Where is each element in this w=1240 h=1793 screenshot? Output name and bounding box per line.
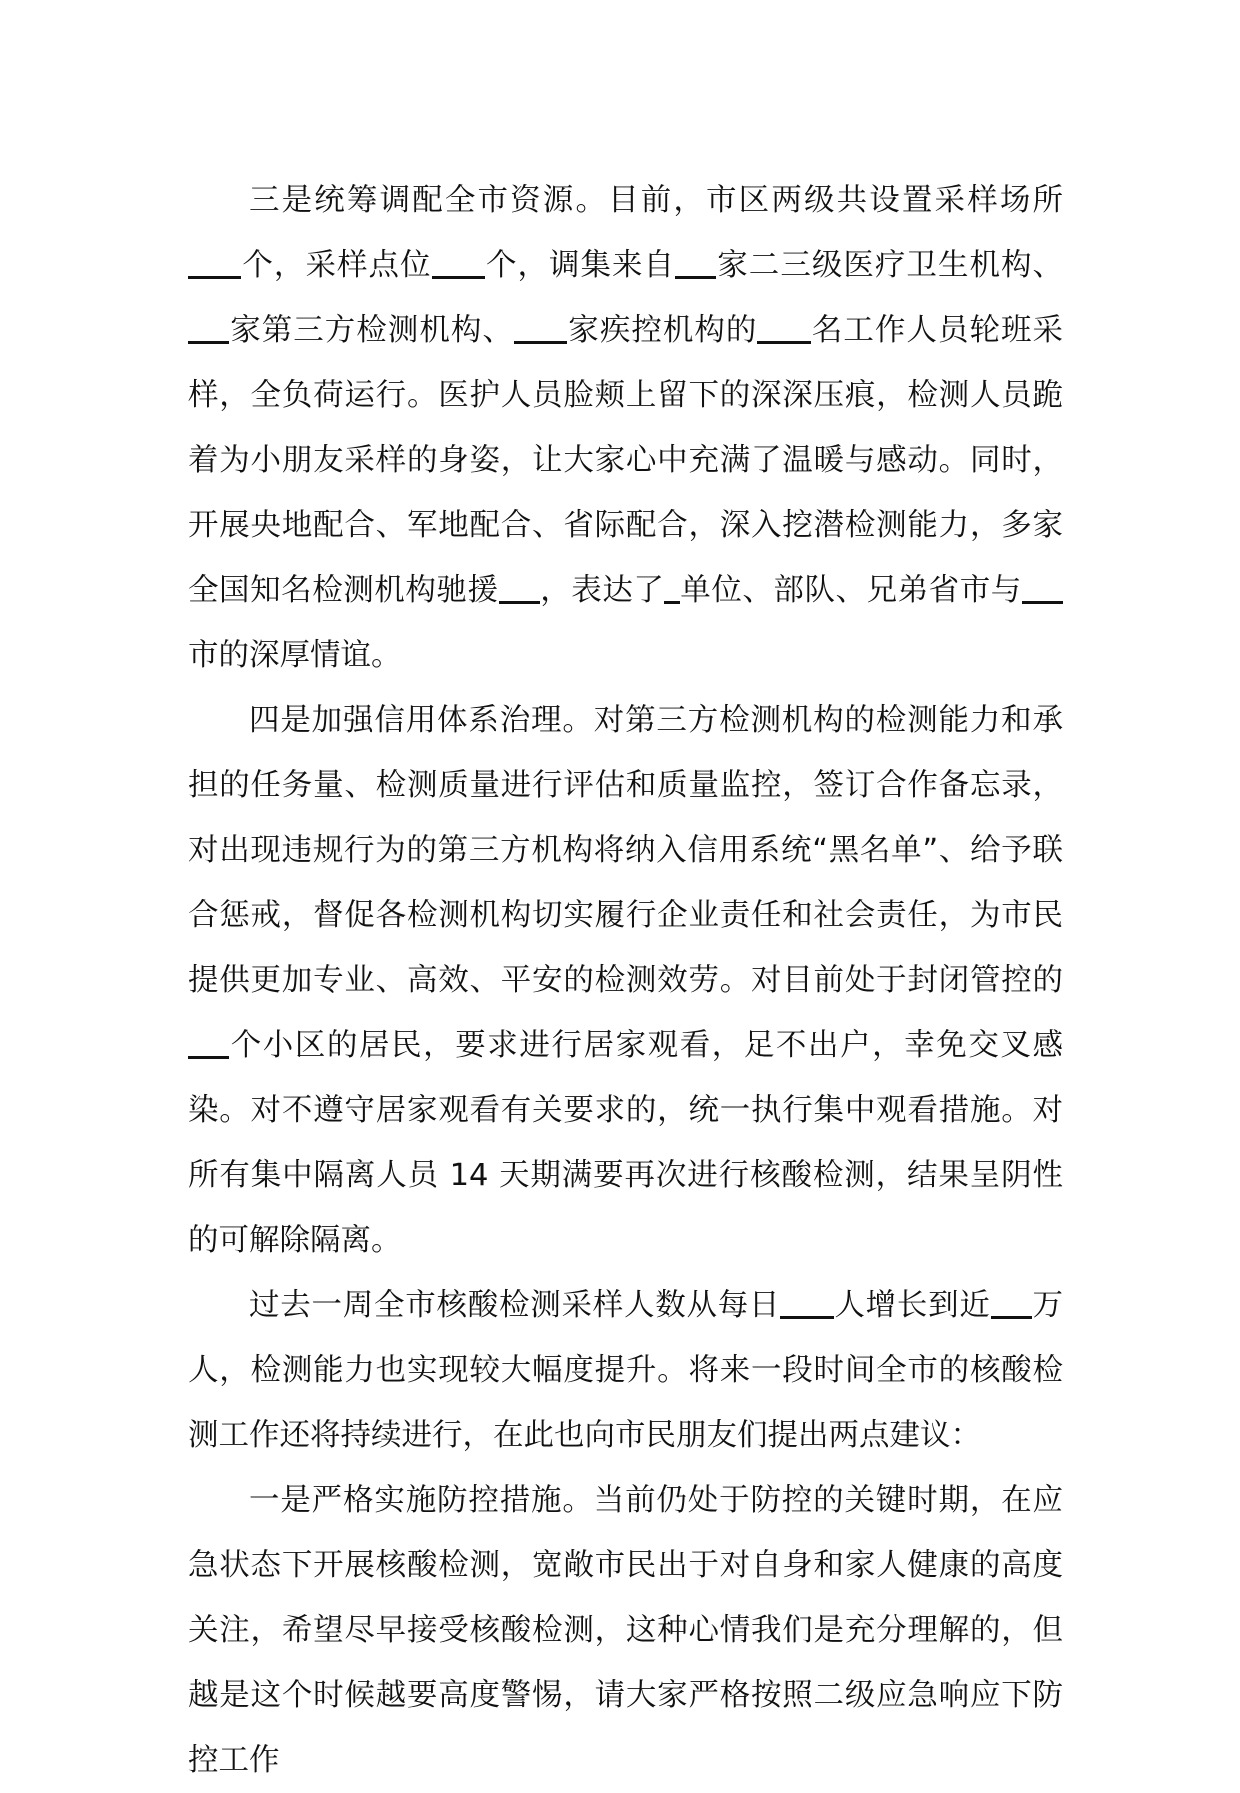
text-segment: 万人，检测能力也实现较大幅度提升。将来一段时间全市的核酸检测工作还将持续进行，在此也向市民朋友们提出两点建议： <box>188 1288 1064 1453</box>
fill-blank <box>514 309 567 344</box>
fill-blank <box>757 309 810 344</box>
paragraph-past-week <box>188 1273 1063 1468</box>
text-segment: 人增长到近 <box>833 1288 991 1323</box>
fill-blank <box>188 309 229 344</box>
text-segment: ，表达了 <box>539 573 665 608</box>
text-segment: 家第三方检测机构、 <box>229 313 514 348</box>
fill-blank <box>188 244 241 279</box>
text-segment: 个，采样点位 <box>241 248 432 283</box>
text-segment: 家二三级医疗卫生机构、 <box>716 248 1064 283</box>
document-page <box>188 168 1063 1793</box>
paragraph-prevention <box>188 1468 1063 1793</box>
text-segment: 市的深厚情谊。 <box>188 638 402 673</box>
text-segment: 单位、部队、兄弟省市与 <box>679 573 1022 608</box>
text-segment: 一是严格实施防控措施。当前仍处于防控的关键时期，在应急状态下开展核酸检测，宽敞市民出于对自身和家人健康的高度关注，希望尽早接受核酸检测，这种心情我们是充分理解的，但越是这个时候越要高度警惕，请大家严格按照二级应急响应下防控工作 <box>188 1483 1063 1778</box>
text-segment: 名工作人员轮班采样，全负荷运行。医护人员脸颊上留下的深深压痕，检测人员跪着为小朋友采样的身姿，让大家心中充满了温暖与感动。同时，开展央地配合、军地配合、省际配合，深入挖潜检测能力，多家全国知名检测机构驰援 <box>188 313 1064 608</box>
fill-blank <box>675 244 716 279</box>
text-segment: 四是加强信用体系治理。对第三方检测机构的检测能力和承担的任务量、检测质量进行评估和质量监控，签订合作备忘录，对出现违规行为的第三方机构将纳入信用系统“黑名单”、给予联合惩戒，督促各检测机构切实履行企业责任和社会责任，为市民提供更加专业、高效、平安的检测效劳。对目前处于封闭管控的 <box>188 703 1063 998</box>
fill-blank <box>499 569 540 604</box>
fill-blank <box>991 1284 1032 1319</box>
fill-blank <box>780 1284 833 1319</box>
text-segment: 三是统筹调配全市资源。目前，市区两级共设置采样场所 <box>249 183 1063 218</box>
fill-blank <box>188 1024 229 1059</box>
fill-blank <box>664 569 679 604</box>
fill-blank <box>1022 569 1063 604</box>
fill-blank <box>432 244 485 279</box>
text-segment: 个小区的居民，要求进行居家观看，足不出户，幸免交叉感染。对不遵守居家观看有关要求的，统一执行集中观看措施。对所有集中隔离人员 14 天期满要再次进行核酸检测，结果呈阴性的可解除隔离。 <box>188 1028 1063 1258</box>
text-segment: 家疾控机构的 <box>567 313 758 348</box>
text-segment: 个，调集来自 <box>484 248 676 283</box>
text-segment: 过去一周全市核酸检测采样人数从每日 <box>249 1288 781 1323</box>
paragraph-resources <box>188 168 1063 688</box>
paragraph-credit-system <box>188 688 1063 1273</box>
